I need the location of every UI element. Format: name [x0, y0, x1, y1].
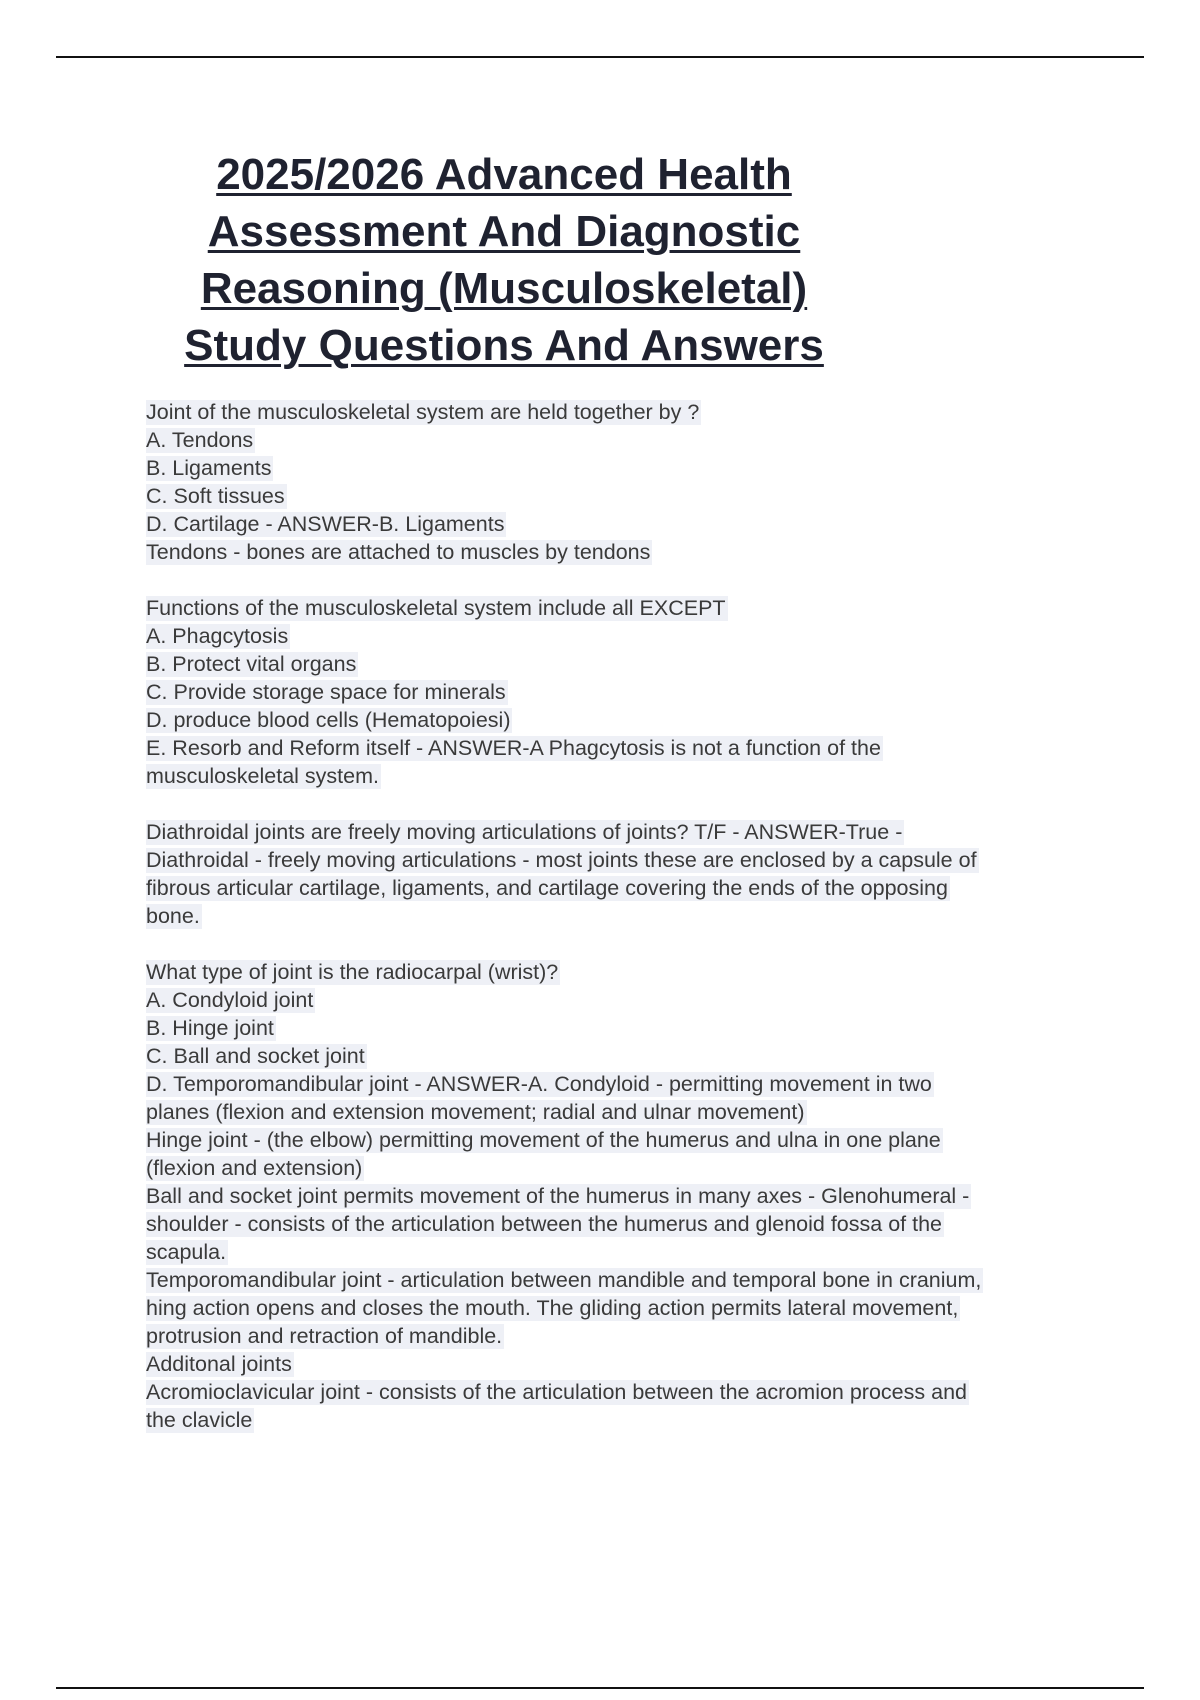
text-line: What type of joint is the radiocarpal (wrist)? — [146, 960, 559, 984]
text-line: Diathroidal - freely moving articulations - most joints these are enclosed by a capsule of — [146, 848, 977, 872]
text-line: B. Protect vital organs — [146, 652, 357, 676]
document-body — [146, 398, 1106, 1434]
question-block-2 — [146, 594, 1106, 790]
text-line: Tendons - bones are attached to muscles by tendons — [146, 540, 651, 564]
question-block-3 — [146, 818, 1106, 930]
text-line: hing action opens and closes the mouth. The gliding action permits lateral movement, — [146, 1296, 959, 1320]
title-line-4: Study Questions And Answers — [184, 321, 824, 370]
paragraph-gap — [146, 790, 1106, 818]
text-line: Functions of the musculoskeletal system include all EXCEPT — [146, 596, 726, 620]
paragraph-gap — [146, 930, 1106, 958]
text-line: Ball and socket joint permits movement of the humerus in many axes - Glenohumeral - — [146, 1184, 970, 1208]
text-line: shoulder - consists of the articulation between the humerus and glenoid fossa of the — [146, 1212, 942, 1236]
bottom-rule — [56, 1687, 1144, 1689]
question-block-1 — [146, 398, 1106, 566]
text-line: Diathroidal joints are freely moving articulations of joints? T/F - ANSWER-True - — [146, 820, 903, 844]
text-line: protrusion and retraction of mandible. — [146, 1324, 503, 1348]
question-block-4 — [146, 958, 1106, 1434]
text-line: planes (flexion and extension movement; radial and ulnar movement) — [146, 1100, 805, 1124]
text-line: D. Temporomandibular joint - ANSWER-A. Condyloid - permitting movement in two — [146, 1072, 932, 1096]
text-line: D. Cartilage - ANSWER-B. Ligaments — [146, 512, 505, 536]
text-line: C. Provide storage space for minerals — [146, 680, 506, 704]
text-line: D. produce blood cells (Hematopoiesi) — [146, 708, 511, 732]
text-line: B. Ligaments — [146, 456, 272, 480]
text-line: C. Soft tissues — [146, 484, 285, 508]
text-line: (flexion and extension) — [146, 1156, 363, 1180]
text-line: B. Hinge joint — [146, 1016, 274, 1040]
text-line: A. Condyloid joint — [146, 988, 314, 1012]
document-title — [100, 146, 908, 374]
text-line: bone. — [146, 904, 200, 928]
title-line-2: Assessment And Diagnostic — [207, 207, 801, 256]
text-line: A. Phagcytosis — [146, 624, 289, 648]
text-line: Acromioclavicular joint - consists of the articulation between the acromion process and — [146, 1380, 967, 1404]
paragraph-gap — [146, 566, 1106, 594]
text-line: Hinge joint - (the elbow) permitting movement of the humerus and ulna in one plane — [146, 1128, 941, 1152]
text-line: Additonal joints — [146, 1352, 292, 1376]
text-line: A. Tendons — [146, 428, 254, 452]
text-line: musculoskeletal system. — [146, 764, 379, 788]
text-line: Temporomandibular joint - articulation between mandible and temporal bone in cranium, — [146, 1268, 982, 1292]
text-line: scapula. — [146, 1240, 227, 1264]
title-line-3: Reasoning (Musculoskeletal) — [200, 264, 808, 313]
text-line: C. Ball and socket joint — [146, 1044, 365, 1068]
text-line: the clavicle — [146, 1408, 253, 1432]
title-line-1: 2025/2026 Advanced Health — [216, 150, 792, 199]
text-line: E. Resorb and Reform itself - ANSWER-A Phagcytosis is not a function of the — [146, 736, 881, 760]
text-line: Joint of the musculoskeletal system are held together by ? — [146, 400, 700, 424]
top-rule — [56, 56, 1144, 58]
text-line: fibrous articular cartilage, ligaments, and cartilage covering the ends of the opposing — [146, 876, 948, 900]
